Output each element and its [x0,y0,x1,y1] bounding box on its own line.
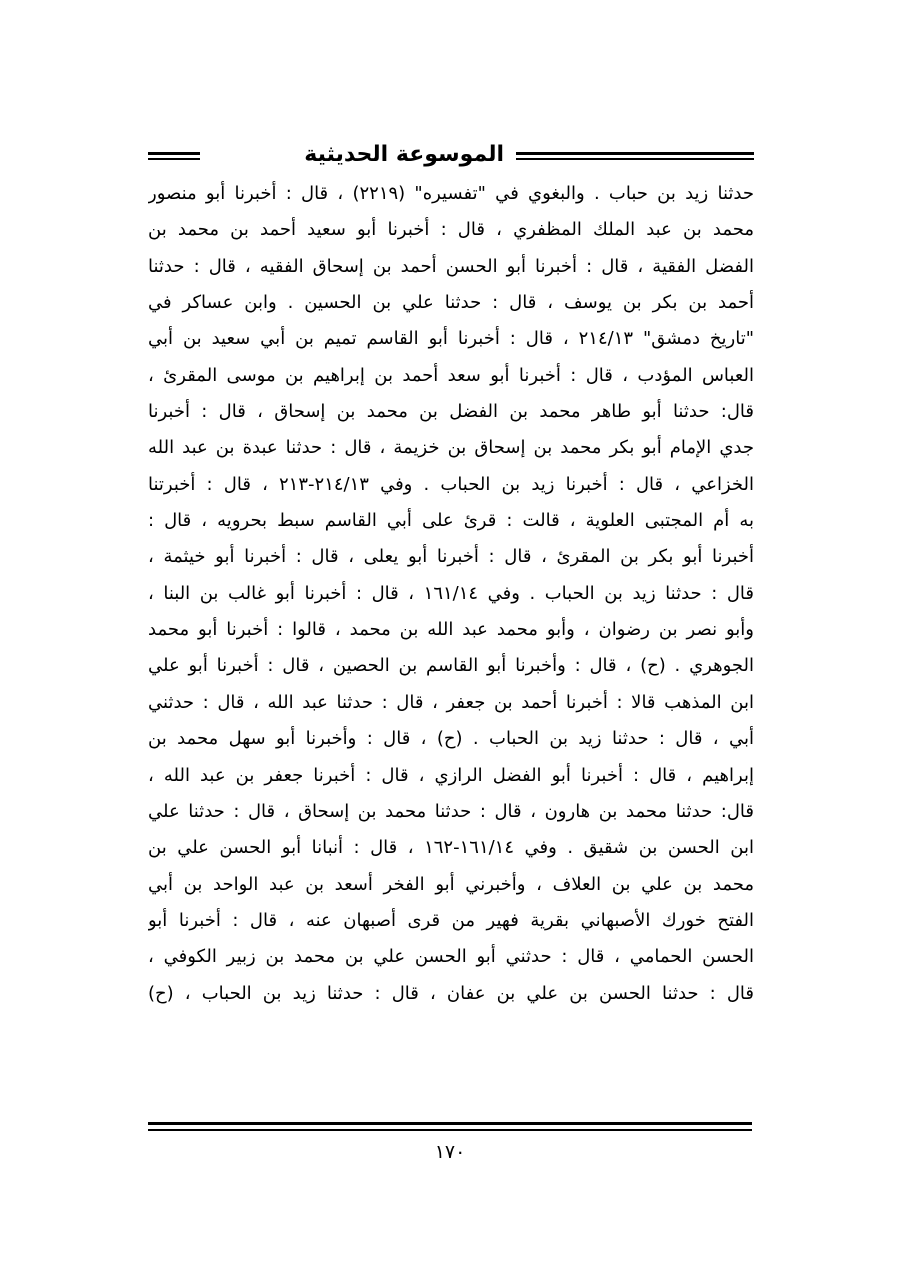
text-line: قال: حدثنا محمد بن هارون ، قال : حدثنا محمد بن إسحاق ، قال : حدثنا علي [148,800,754,822]
text-line: جدي الإمام أبو بكر محمد بن إسحاق بن خزيمة ، قال : حدثنا عبدة بن عبد الله [148,437,754,459]
text-line: قال : حدثنا الحسن بن علي بن عفان ، قال : حدثنا زيد بن الحباب ، (ح) [148,982,754,1004]
text-line: الحسن الحمامي ، قال : حدثني أبو الحسن علي بن محمد بن زبير الكوفي ، [148,946,754,968]
text-line: أبي ، قال : حدثنا زيد بن الحباب . (ح) ، قال : وأخبرنا أبو سهل محمد بن [148,728,754,750]
header-rule-left [148,152,200,160]
text-line: حدثنا زيد بن حباب . والبغوي في "تفسيره" (٢٢١٩) ، قال : أخبرنا أبو منصور [148,183,754,204]
text-line: الفتح خورك الأصبهاني بقرية فهير من قرى أصبهان عنه ، قال : أخبرنا أبو [148,909,754,931]
text-line: "تاريخ دمشق" ٢١٤/١٣ ، قال : أخبرنا أبو القاسم تميم بن أبي سعيد بن أبي [148,328,754,350]
header-title: الموسوعة الحديثية [304,142,504,167]
text-line: ابن الحسن بن شقيق . وفي ١٦١/١٤-١٦٢ ، قال : أنبانا أبو الحسن علي بن [148,837,754,859]
running-header [148,138,754,174]
text-line: وأبو نصر بن رضوان ، وأبو محمد عبد الله بن محمد ، قالوا : أخبرنا أبو محمد [148,619,754,641]
text-line: قال : حدثنا زيد بن الحباب . وفي ١٦١/١٤ ، قال : أخبرنا أبو غالب بن البنا ، [148,582,754,604]
header-rule-right [516,152,754,160]
text-line: الجوهري . (ح) ، قال : وأخبرنا أبو القاسم بن الحصين ، قال : أخبرنا أبو علي [148,655,754,677]
footer-rule [148,1122,752,1131]
text-line: قال: حدثنا أبو طاهر محمد بن الفضل بن محمد بن إسحاق ، قال : أخبرنا [148,401,754,423]
text-line: به أم المجتبى العلوية ، قالت : قرئ على أبي القاسم سبط بحرويه ، قال : [148,510,754,532]
text-line: إبراهيم ، قال : أخبرنا أبو الفضل الرازي ، قال : أخبرنا جعفر بن عبد الله ، [148,764,754,786]
text-line: محمد بن علي بن العلاف ، وأخبرني أبو الفخر أسعد بن عبد الواحد بن أبي [148,873,754,895]
page-number: ١٧٠ [434,1141,466,1163]
text-line: الخزاعي ، قال : أخبرنا زيد بن الحباب . وفي ٢١٤/١٣-٢١٣ ، قال : أخبرتنا [148,473,754,495]
text-line: محمد بن عبد الملك المظفري ، قال : أخبرنا أبو سعيد أحمد بن محمد بن [148,219,754,241]
text-line: الفضل الفقية ، قال : أخبرنا أبو الحسن أحمد بن إسحاق الفقيه ، قال : حدثنا [148,255,754,277]
text-line: ابن المذهب قالا : أخبرنا أحمد بن جعفر ، قال : حدثنا عبد الله ، قال : حدثني [148,691,754,713]
text-line: أخبرنا أبو بكر بن المقرئ ، قال : أخبرنا أبو يعلى ، قال : أخبرنا أبو خيثمة ، [148,546,754,568]
text-line: أحمد بن بكر بن يوسف ، قال : حدثنا علي بن الحسين . وابن عساكر في [148,292,754,314]
text-line: العباس المؤدب ، قال : أخبرنا أبو سعد أحمد بن إبراهيم بن موسى المقرئ ، [148,364,754,386]
body-text [148,176,754,1012]
